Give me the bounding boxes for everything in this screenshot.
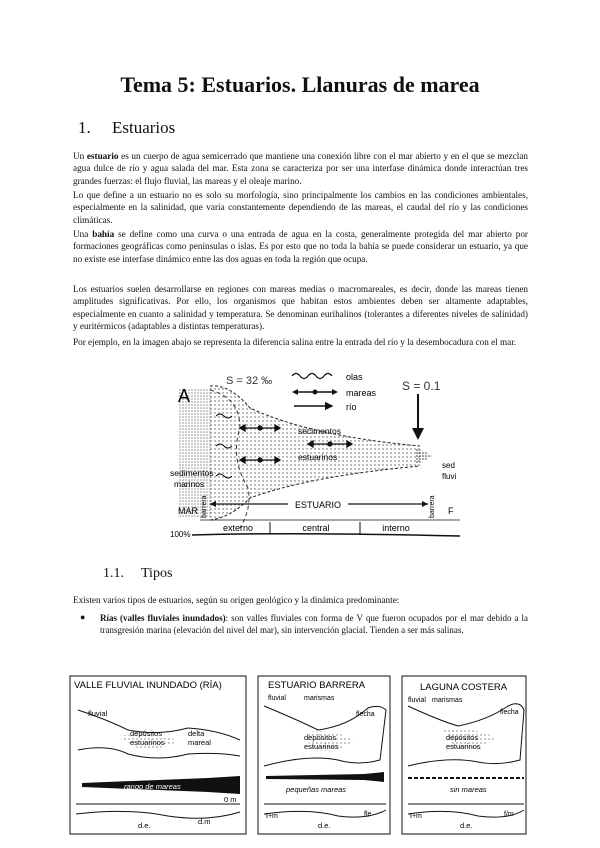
term-bahia: bahía (92, 229, 115, 239)
panel-laguna (402, 676, 526, 834)
section-title: Estuarios (112, 118, 176, 137)
bullet-text (100, 612, 528, 637)
edge-letter: F (448, 506, 454, 516)
ria-zero: 0 m (224, 795, 237, 804)
barrera-fluvial: fluvial (268, 695, 286, 702)
waves-icon (292, 374, 332, 379)
ria-delta-1: delta (188, 729, 205, 738)
panel-barrera-title: ESTUARIO BARRERA (268, 680, 366, 691)
percent-label: 100% (170, 530, 191, 539)
zone-interno: interno (382, 523, 410, 533)
barrera-flecha: flecha (356, 711, 375, 718)
term-estuario: estuario (86, 151, 119, 161)
p1-post: es un cuerpo de agua semicerrado que mantiene una conexión libre con el mar abierto y en el que se mezclan agua dulce de río y agua salada del mar. Esta zona se caracteriza por ser una interfase dinámica donde interactúan tres grandes fuerzas: el flujo fluvial, las mareas y el oleaje marino. (73, 151, 528, 186)
panel-laguna-title: LAGUNA COSTERA (420, 682, 508, 693)
laguna-fm: f/m (504, 811, 514, 818)
barrera-bar-label: pequeñas mareas (286, 785, 347, 794)
laguna-flecha: flecha (500, 709, 519, 716)
barrera-dep-1: depósitos (304, 733, 337, 742)
laguna-marismas: marismas (432, 697, 463, 704)
fluvial-delta (415, 448, 432, 464)
p3-pre: Una (73, 229, 93, 239)
salinity-river: S = 0.1 (402, 379, 441, 393)
laguna-dep-2: estuarinos (446, 742, 481, 751)
subsection-title: Tipos (141, 566, 173, 581)
barrier-right: barrera (429, 495, 436, 518)
bullet-rest: : son valles fluviales con forma de V que fueron ocupados por el mar debido a la transgresión marina (elevación del nivel del mar), sin intervención glacial. Tienden a ser más salinas. (100, 613, 528, 636)
section-number: 1. (78, 118, 91, 137)
subsection-number: 1.1. (103, 566, 124, 581)
paragraph-mareas: Los estuarios suelen desarrollarse en regiones con mareas medias o macromareales, es decir, donde las mareas tienen amplitudes significativas. Por ello, los organismos que habitan estos ambientes deben ser altamente adaptables, especialmente en cuanto a salinidad y temperatura. Se denominan eurihalinos (tolerantes a diferentes niveles de salinidad) y euritérmicos (adaptables a distintas temperaturas). (73, 284, 528, 332)
paragraph-morphology: Lo que define a un estuario no es solo su morfología, sino principalmente los cambios en las condiciones ambientales, especialmente en la salinidad, que varía constantemente dependiendo de las mareas, el caudal del río y las condiciones climáticas. (73, 190, 528, 225)
ria-delta-2: mareal (188, 738, 211, 747)
legend-mareas: mareas (346, 388, 377, 398)
panel-ria-title: VALLE FLUVIAL INUNDADO (RÍA) (74, 680, 222, 691)
section-heading-estuarios (78, 118, 175, 138)
laguna-de: d.e. (460, 821, 473, 830)
barrera-fle: fle (364, 811, 372, 818)
page-title: Tema 5: Estuarios. Llanuras de marea (120, 72, 480, 97)
ria-bar-label: rango de mareas (124, 782, 181, 791)
label-a: A (178, 386, 191, 406)
laguna-fluvial: fluvial (408, 697, 426, 704)
laguna-bar-label: sin mareas (450, 785, 487, 794)
barrera-de: d.e. (318, 821, 331, 830)
barrera-tm: t+m (266, 813, 278, 820)
barrera-dep-2: estuarinos (304, 742, 339, 751)
sed-marine-1: sedimentos (170, 468, 214, 478)
paragraph-bahia (73, 228, 528, 265)
zone-central: central (302, 523, 330, 533)
estuary-types-figure (68, 670, 528, 840)
legend-olas: olas (346, 372, 363, 382)
subsection-heading-tipos (103, 566, 172, 582)
ria-fluvial: fluvial (88, 709, 108, 718)
label-mar: MAR (178, 506, 198, 516)
barrier-left: barrera (201, 495, 208, 518)
panel-ria (70, 676, 246, 834)
ria-de: d.e. (138, 821, 151, 830)
sed-estuary-2: estuarinos (298, 452, 338, 462)
paragraph-ejemplo: Por ejemplo, en la imagen abajo se representa la diferencia salina entre la entrada del río y la desembocadura con el mar. (73, 337, 517, 347)
ria-dm: d.m (198, 817, 211, 826)
sed-estuary-1: secimentos (298, 426, 341, 436)
term-rias: Rías (valles fluviales inundados) (100, 613, 226, 623)
p3-post: se define como una curva o una entrada de agua en la costa, generalmente protegida del mar abierto por formaciones geográficas como penínsulas o islas. Es por esto que no toda la bahía se puede considerar un estuario, ya que no existe ese interfase dinámico entre las dos aguas en toda la región que ocupa. (73, 229, 528, 264)
bullet-dot-icon: ● (80, 612, 86, 622)
legend-rio: río (346, 402, 357, 412)
estuary-salinity-diagram (170, 368, 460, 540)
sed-fluvial-1: sed (442, 461, 455, 470)
salinity-sea: S = 32 ‰ (226, 375, 273, 387)
ria-dep-2: estuarinos (130, 738, 165, 747)
panel-barrera (258, 676, 390, 834)
barrera-marismas: marismas (304, 695, 335, 702)
sed-marine-2: marinos (174, 479, 205, 489)
barrera-tide-bar (266, 772, 384, 782)
p1-pre: Un (73, 151, 87, 161)
label-estuario: ESTUARIO (294, 500, 342, 510)
laguna-dep-1: depósitos (446, 733, 479, 742)
paragraph-definition (73, 150, 528, 187)
zone-externo: externo (222, 523, 254, 533)
sed-fluvial-2: fluvi (442, 472, 457, 481)
ria-dep-1: depósitos (130, 729, 163, 738)
paragraph-tipos-intro: Existen varios tipos de estuarios, según su origen geológico y la dinámica predominante: (73, 595, 400, 605)
laguna-tm: t+m (410, 813, 422, 820)
